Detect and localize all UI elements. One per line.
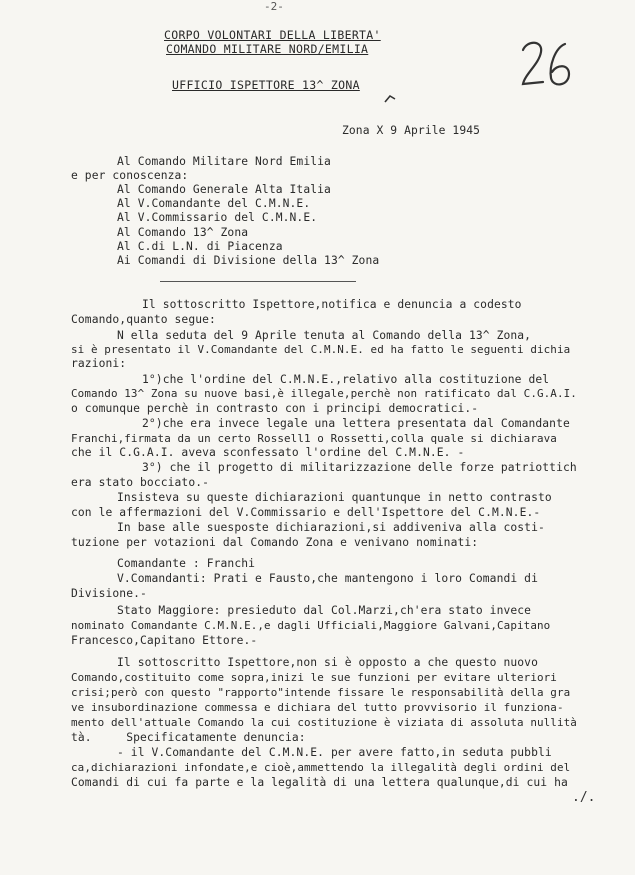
- body-line: crisi;però con questo "rapporto"intende fissare le responsabilità della gra: [71, 686, 571, 699]
- header-organization: CORPO VOLONTARI DELLA LIBERTA': [164, 28, 381, 42]
- recipient-cc-item: Al Comando 13^ Zona: [117, 226, 249, 239]
- recipient-cc-item: Al V.Commissario del C.M.N.E.: [117, 211, 318, 224]
- body-line: era stato bocciato.-: [71, 476, 210, 489]
- body-line: - il V.Comandante del C.M.N.E. per avere fatto,in seduta pubbli: [117, 746, 552, 759]
- recipient-cc-item: Ai Comandi di Divisione della 13^ Zona: [117, 254, 380, 267]
- recipient-cc-item: Al V.Comandante del C.M.N.E.: [117, 197, 311, 210]
- body-line: razioni:: [71, 357, 127, 370]
- body-line: ve insubordinazione commessa e dichiara del tutto provvisorio il funziona-: [71, 701, 564, 714]
- body-line: o comunque perchè in contrasto con i principi democratici.-: [71, 402, 479, 415]
- body-line: Francesco,Capitano Ettore.-: [71, 634, 258, 647]
- recipient-cc-intro: e per conoscenza:: [71, 169, 189, 182]
- recipient-cc-item: Al Comando Generale Alta Italia: [117, 183, 331, 196]
- body-line: Comandi di cui fa parte e la legalità di una lettera qualunque,di cui ha: [71, 776, 568, 789]
- body-line: V.Comandanti: Prati e Fausto,che mantengono i loro Comandi di: [117, 572, 538, 585]
- body-line: con le affermazioni del V.Commissario e dell'Ispettore del C.M.N.E.-: [71, 506, 541, 519]
- body-line: Divisione.-: [71, 587, 147, 600]
- body-line: mento dell'attuale Comando la cui costituzione è viziata di assoluta nullità: [71, 716, 577, 729]
- body-line: Comando,quanto segue:: [71, 313, 216, 326]
- body-line: che il C.G.A.I. aveva sconfessato l'ordine del C.M.N.E. -: [71, 446, 465, 459]
- body-line: Stato Maggiore: presieduto dal Col.Marzi,ch'era stato invece: [117, 604, 532, 617]
- date-line: Zona X 9 Aprile 1945: [342, 124, 481, 137]
- body-line: Comando,costituito come sopra,inizi le sue funzioni per evitare ulteriori: [71, 671, 557, 684]
- body-line: nominato Comandante C.M.N.E.,e dagli Ufficiali,Maggiore Galvani,Capitano: [71, 619, 551, 632]
- continuation-mark: ./.: [572, 790, 596, 805]
- body-line: 2°)che era invece legale una lettera presentata dal Comandante: [142, 417, 570, 430]
- body-line: In base alle suesposte dichiarazioni,si addiveniva alla costi-: [117, 521, 545, 534]
- body-line: Comando 13^ Zona su nuove basi,è illegale,perchè non ratificato dal C.G.A.I.: [71, 387, 577, 400]
- body-line: N ella seduta del 9 Aprile tenuta al Comando della 13^ Zona,: [117, 329, 532, 342]
- handwritten-number: [519, 38, 575, 90]
- header-office: UFFICIO ISPETTORE 13^ ZONA: [172, 78, 360, 92]
- separator-line: [160, 281, 356, 282]
- body-line: si è presentato il V.Comandante del C.M.N.E. ed ha fatto le seguenti dichia: [71, 343, 571, 356]
- recipient-cc-item: Al C.di L.N. di Piacenza: [117, 240, 283, 253]
- page-top-mark: -2-: [264, 0, 284, 13]
- body-line: Il sottoscritto Ispettore,non si è opposto a che questo nuovo: [117, 656, 538, 669]
- body-line: 1°)che l'ordine del C.M.N.E.,relativo alla costituzione del: [142, 373, 550, 386]
- body-line: Insisteva su queste dichiarazioni quantunque in netto contrasto: [117, 491, 552, 504]
- body-line: tà. Specificatamente denuncia:: [71, 731, 306, 744]
- body-line: tuzione per votazioni dal Comando Zona e venivano nominati:: [71, 536, 479, 549]
- header-command: COMANDO MILITARE NORD/EMILIA: [166, 42, 369, 56]
- pen-tick-mark: [383, 92, 397, 106]
- body-line: 3°) che il progetto di militarizzazione delle forze patriottich: [142, 461, 577, 474]
- body-line: Il sottoscritto Ispettore,notifica e denuncia a codesto: [142, 298, 522, 311]
- body-line: Comandante : Franchi: [117, 557, 256, 570]
- body-line: ca,dichiarazioni infondate,e cioè,ammettendo la illegalità degli ordini del: [71, 761, 571, 774]
- recipient-primary: Al Comando Militare Nord Emilia: [117, 155, 331, 168]
- body-line: Franchi,firmata da un certo Rossell1 o Rossetti,colla quale si dichiarava: [71, 432, 557, 445]
